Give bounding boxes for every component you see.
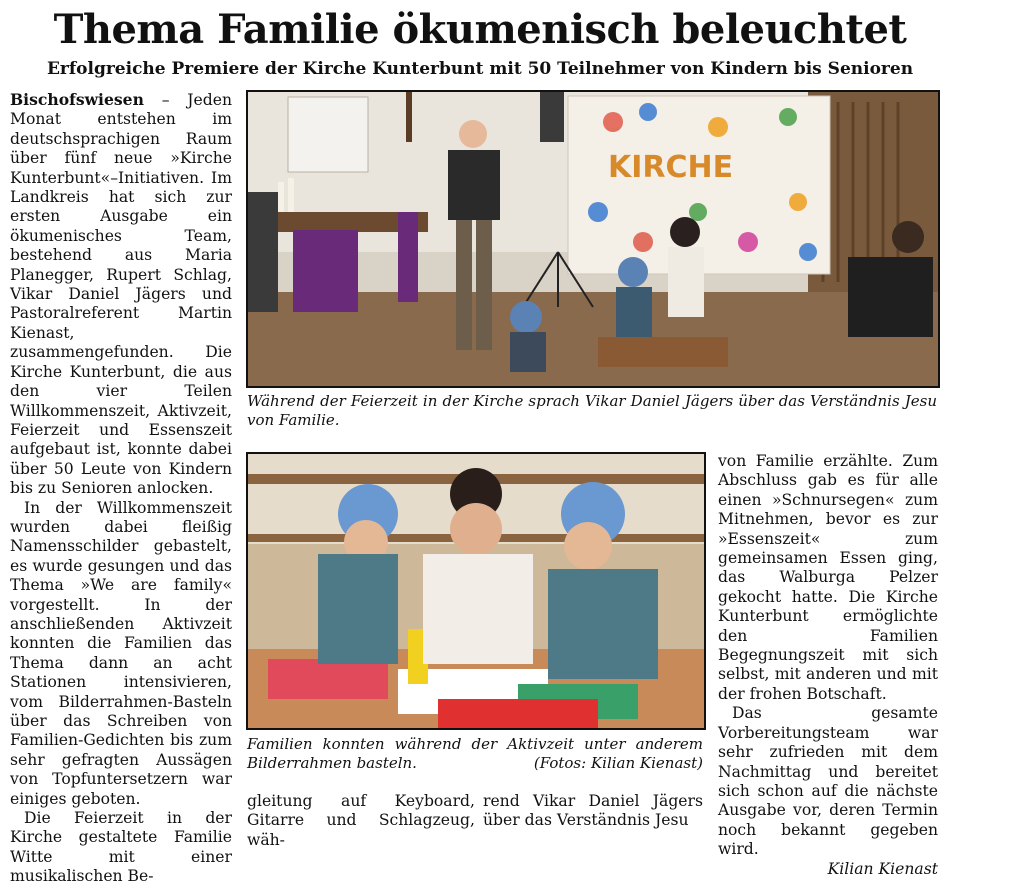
column-2-text: gleitung auf Keyboard, Gitarre und Schlagzeug, wäh-: [247, 792, 475, 849]
author-name: Kilian Kienast: [827, 859, 938, 878]
paragraph-4: von Familie erzählte. Zum Abschluss gab es für alle einen »Schnursegen« zum Mitnehmen, bevor es zur »Essenszeit« zum gemeinsamen Essen ging, das Walburga Pelzer gekocht hatte. Die Kirche Kunterbunt ermöglichte den Familien Begegnungszeit mit sich selbst, mit anderen und mit der frohen Botschaft.: [718, 452, 938, 703]
subheadline: Erfolgreiche Premiere der Kirche Kunterbunt mit 50 Teilnehmer von Kindern bis Senioren: [46, 59, 914, 79]
paragraph-3: Die Feierzeit in der Kirche gestaltete Familie Witte mit einer musikalischen Be-: [10, 809, 232, 886]
photo-2-caption-text: Familien konnten während der Aktivzeit unter anderem Bilderrahmen basteln.: [247, 735, 703, 772]
banner-text: KIRCHE: [608, 150, 734, 185]
article-column-2: [247, 792, 475, 849]
article-column-3: [483, 792, 703, 833]
article-column-4: [718, 452, 938, 878]
headline: Thema Familie ökumenisch beleuchtet: [53, 6, 907, 53]
article-column-1: [10, 90, 232, 886]
photo-2-caption: [247, 735, 703, 773]
photo-1-caption: Während der Feierzeit in der Kirche sprach Vikar Daniel Jägers über das Verständnis Jesu von Familie.: [247, 392, 937, 429]
photo-credit: (Fotos: Kilian Kienast): [533, 754, 703, 772]
photo-church-feierzeit: [246, 90, 940, 388]
paragraph-2: In der Willkommenszeit wurden dabei fleißig Namensschilder gebastelt, es wurde gesungen und das Thema »We are family« vorgestellt. In der anschließenden Aktivzeit konnten die Familien das Thema dann an acht Stationen intensivieren, vom Bilderrahmen-Basteln über das Schreiben von Familien-Gedichten bis zum sehr gefragten Aussägen von Topfuntersetzern war einiges geboten.: [10, 498, 232, 808]
photo-church-illustration: [248, 92, 938, 386]
paragraph-5: Das gesamte Vorbereitungsteam war sehr zufrieden mit dem Nachmittag und bereitet sich schon auf die nächste Ausgabe vor, deren Termin noch bekannt gegeben wird.: [718, 704, 938, 859]
column-3-text: rend Vikar Daniel Jägers über das Verständnis Jesu: [483, 792, 703, 830]
photo-crafting-aktivzeit: [246, 452, 706, 730]
dateline: Bischofswiesen: [10, 90, 144, 109]
paragraph-1-text: – Jeden Monat entstehen im deutschsprachigen Raum über fünf neue »Kirche Kunterbunt«–Initiativen. Im Landkreis hat sich zur ersten Ausgabe ein ökumenisches Team, bestehend aus Maria Planegger, Rupert Schlag, Vikar Daniel Jägers und Pastoralreferent Martin Kienast, zusammengefunden. Die Kirche Kunterbunt, die aus den vier Teilen Willkommenszeit, Aktivzeit, Feierzeit und Essenszeit aufgebaut ist, konnte dabei über 50 Leute von Kindern bis zu Senioren anlocken.: [10, 91, 232, 498]
paragraph-1: [10, 90, 232, 499]
photo-crafting-illustration: [248, 454, 704, 728]
